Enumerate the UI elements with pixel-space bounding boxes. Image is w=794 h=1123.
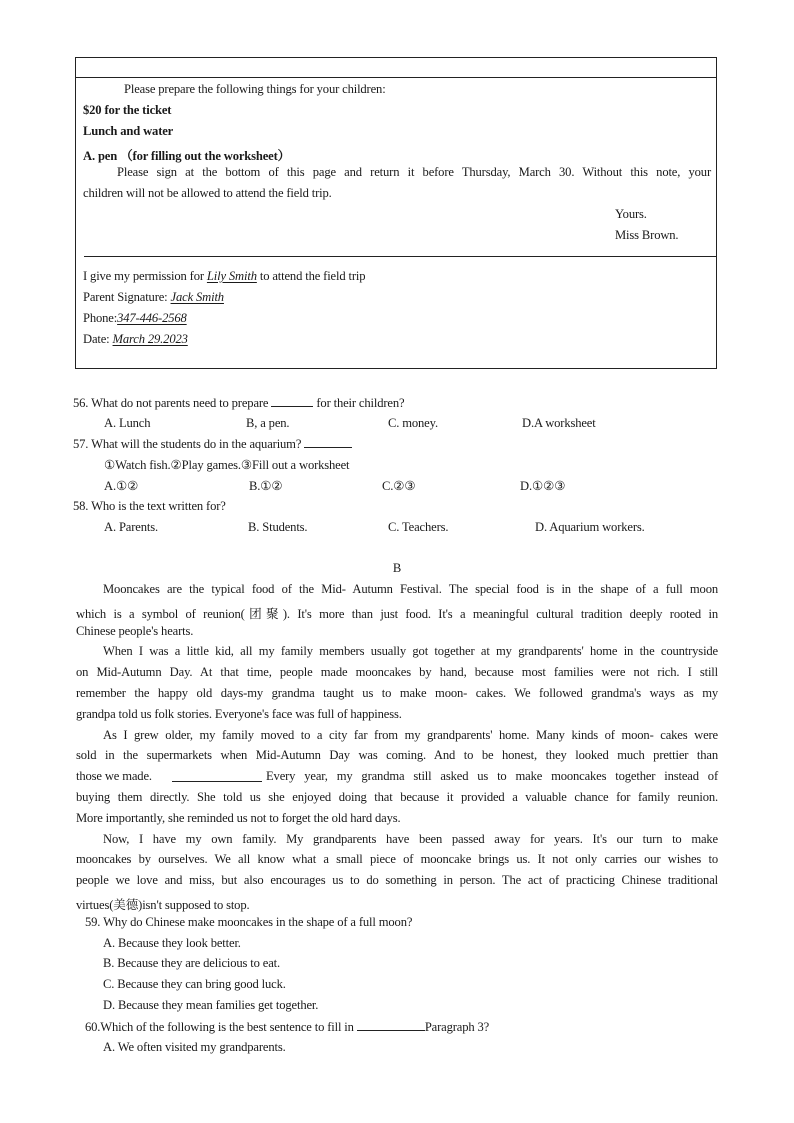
option-59-a[interactable]: A. Because they look better. (103, 936, 241, 950)
passage-line: buying them directly. She told us she enjoyed doing that because it provided a valuable chance for family reunion. (76, 790, 718, 804)
question-59 (85, 915, 412, 930)
question-stem: Who is the text written for? (91, 499, 226, 513)
option-57-b[interactable]: B.①② (249, 479, 283, 493)
option-59-c[interactable]: C. Because they can bring good luck. (103, 977, 286, 991)
notice-item-lunch: Lunch and water (83, 124, 174, 138)
passage-line: those we made. (76, 769, 152, 783)
option-58-d[interactable]: D. Aquarium workers. (535, 520, 645, 534)
permission-prefix: I give my permission for (83, 269, 207, 283)
question-number: 56. (73, 396, 89, 410)
passage-line-with-blank (76, 769, 152, 784)
option-60-a[interactable]: A. We often visited my grandparents. (103, 1040, 286, 1054)
option-56-d[interactable]: D.A worksheet (522, 416, 596, 430)
passage-line: Now, I have my own family. My grandparents have been passed away for years. It's our turn to make (103, 832, 718, 846)
notice-header-divider (75, 77, 717, 78)
option-56-c[interactable]: C. money. (388, 416, 438, 430)
option-56-b[interactable]: B, a pen. (246, 416, 290, 430)
passage-line: Chinese people's hearts. (76, 624, 194, 638)
passage-line: on Mid-Autumn Day. At that time, people made mooncakes by hand, because most families were not rich. I still (76, 665, 718, 679)
notice-intro: Please prepare the following things for your children: (124, 82, 386, 96)
phone-field[interactable]: 347-446-2568 (117, 311, 187, 325)
option-57-c[interactable]: C.②③ (382, 479, 416, 493)
date-label: Date: (83, 332, 113, 346)
student-name-field[interactable]: Lily Smith (206, 269, 257, 283)
passage-line: Every year, my grandma still asked us to make mooncakes together instead of (266, 769, 718, 783)
passage-line: Mooncakes are the typical food of the Mid- Autumn Festival. The special food is in the shape of a full moon (103, 582, 718, 596)
question-stem: Why do Chinese make mooncakes in the shape of a full moon? (103, 915, 413, 929)
question-57 (73, 436, 352, 452)
date-field[interactable]: March 29.2023 (112, 332, 188, 346)
notice-closing: Yours. (615, 207, 647, 221)
option-59-b[interactable]: B. Because they are delicious to eat. (103, 956, 280, 970)
date-row (83, 332, 188, 347)
answer-blank (304, 436, 352, 448)
parent-signature-field[interactable]: Jack Smith (170, 290, 224, 304)
passage-line: As I grew older, my family moved to a city far from my grandparents' home. Many kinds of moon- cakes were (103, 728, 718, 742)
passage-line: More importantly, she reminded us not to forget the old hard days. (76, 811, 401, 825)
option-57-a[interactable]: A.①② (104, 479, 139, 493)
notice-item-pen: A. pen （for filling out the worksheet） (83, 149, 291, 163)
parent-signature-label: Parent Signature: (83, 290, 171, 304)
answer-blank (357, 1019, 425, 1031)
answer-blank (271, 395, 313, 407)
option-57-d[interactable]: D.①②③ (520, 479, 566, 493)
question-58 (73, 499, 226, 514)
notice-instruction-line-2: children will not be allowed to attend the field trip. (83, 186, 332, 200)
option-58-c[interactable]: C. Teachers. (388, 520, 449, 534)
question-56 (73, 395, 404, 411)
option-58-b[interactable]: B. Students. (248, 520, 308, 534)
permission-statement (83, 269, 365, 284)
question-stem: What do not parents need to prepare (91, 396, 272, 410)
passage-line: mooncakes by ourselves. We all know what a small piece of mooncake brings us. It not only carries our wishes to (76, 852, 718, 866)
option-59-d[interactable]: D. Because they mean families get together. (103, 998, 319, 1012)
question-stem: What will the students do in the aquarium? (91, 437, 305, 451)
parent-signature-row (83, 290, 224, 305)
passage-line: grandpa told us folk stories. Everyone's face was full of happiness. (76, 707, 402, 721)
question-stem-end: for their children? (313, 396, 405, 410)
phone-label: Phone: (83, 311, 118, 325)
passage-line: virtues(美德)isn't supposed to stop. (76, 898, 250, 912)
option-56-a[interactable]: A. Lunch (104, 416, 151, 430)
passage-line: sold in the supermarkets when Mid-Autumn Day was coming. And to be honest, they looked much prettier than (76, 748, 718, 762)
permission-suffix: to attend the field trip (256, 269, 366, 283)
passage-answer-blank (172, 770, 262, 782)
passage-line: remember the happy old days-my grandma taught us to make moon- cakes. We followed grandma's ways as my (76, 686, 718, 700)
section-label-b: B (392, 561, 402, 575)
question-number: 60. (85, 1020, 101, 1034)
question-60 (85, 1019, 489, 1035)
question-number: 58. (73, 499, 89, 513)
permission-slip-divider (84, 256, 716, 257)
notice-signature: Miss Brown. (615, 228, 679, 242)
question-number: 59. (85, 915, 101, 929)
passage-line: people we love and miss, but also encourages us to do something in person. The act of practicing Chinese traditional (76, 873, 718, 887)
question-stem-end: Paragraph 3? (424, 1020, 490, 1034)
notice-item-ticket: $20 for the ticket (83, 103, 172, 117)
option-58-a[interactable]: A. Parents. (104, 520, 158, 534)
notice-instruction-line-1: Please sign at the bottom of this page and return it before Thursday, March 30. Without this note, your (117, 165, 711, 179)
question-number: 57. (73, 437, 89, 451)
passage-line: When I was a little kid, all my family members usually got together at my grandparents' home in the countryside (103, 644, 718, 658)
question-57-sub-items: ①Watch fish.②Play games.③Fill out a worksheet (104, 458, 350, 472)
phone-row (83, 311, 187, 326)
question-stem: Which of the following is the best sentence to fill in (100, 1020, 357, 1034)
passage-line: which is a symbol of reunion(团聚). It's more than just food. It's a meaningful cultural tradition deeply rooted in (76, 607, 718, 621)
